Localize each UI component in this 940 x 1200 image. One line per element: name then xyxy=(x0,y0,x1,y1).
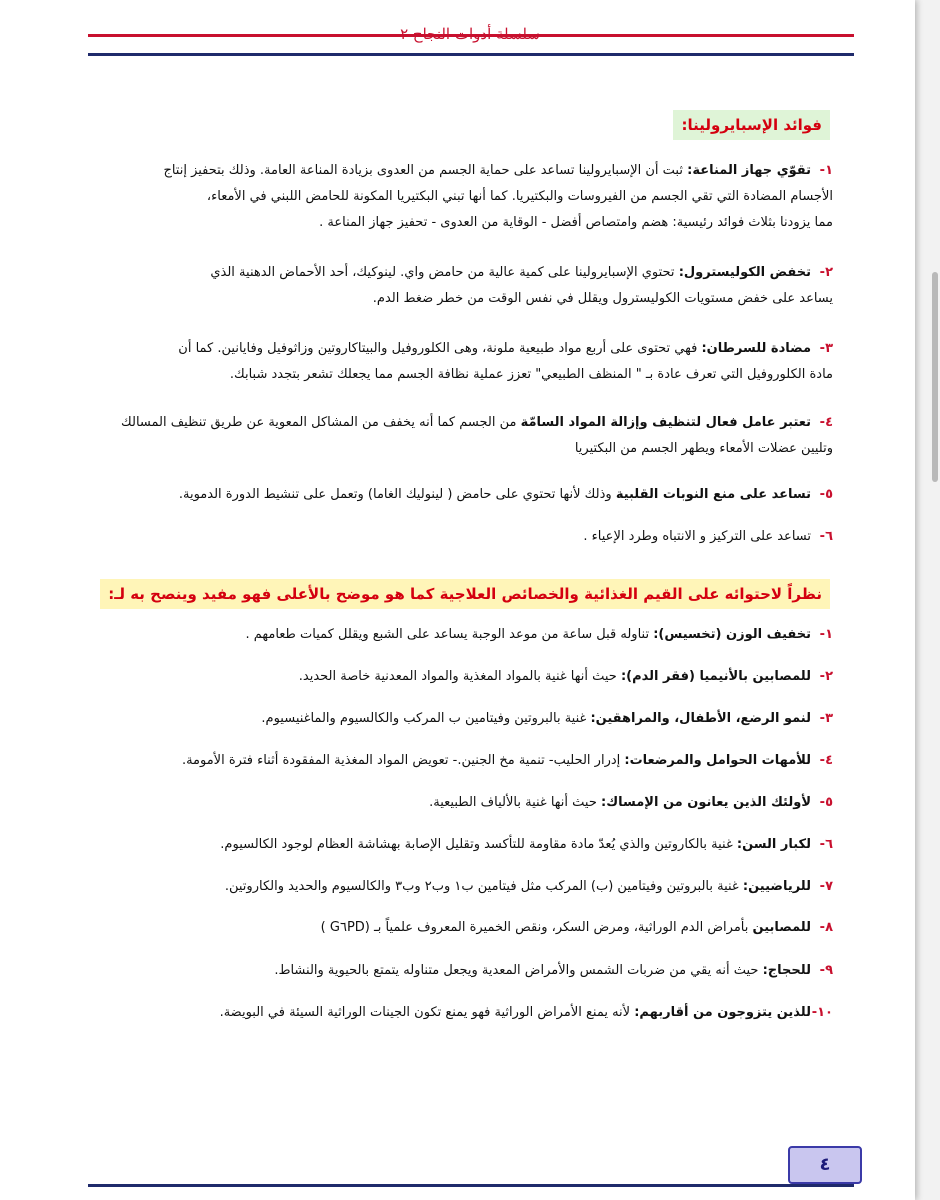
header-rule-blue xyxy=(88,53,854,56)
recommendation-item: ٩-للحجاج: حيث أنه يقي من ضربات الشمس والأمراض المعدية ويجعل متناوله يتمتع بالحيوية والنشاط. xyxy=(274,963,833,978)
recommendation-item: ٧-للرياضيين: غنية بالبروتين وفيتامين (ب) المركب مثل فيتامين ب١ وب٢ وب٣ والكالسيوم والحديد والكاروتين. xyxy=(224,879,833,894)
recommendation-item: ٥-لأولئك الذين يعانون من الإمساك: حيث أنها غنية بالألياف الطبيعية. xyxy=(429,795,833,810)
footer-rule xyxy=(88,1184,854,1187)
page-number-badge: ٤ xyxy=(788,1146,862,1184)
recommendation-item: ٣-لنمو الرضع، الأطفال، والمراهقين: غنية بالبروتين وفيتامين ب المركب والكالسيوم والماغنيسيوم. xyxy=(261,711,833,726)
benefits-heading: فوائد الإسبايرولينا: xyxy=(673,110,830,140)
scrollbar-thumb[interactable] xyxy=(932,272,938,482)
benefit-item: ١-تقوّي جهاز المناعة: ثبت أن الإسبايرولينا تساعد على حماية الجسم من العدوى بزيادة المناعة العامة. وذلك بتحفيز إنتاج الأجسام المضادة التي تقي الجسم من الفيروسات والبكتيريا. كما أنها تبني البكتيريا المكونة للحامض اللبني في الأمعاء، مما يزودنا بثلاث فوائد رئيسية: هضم وامتصاص أفضل - الوقاية من العدوى - تحفيز جهاز المناعة . xyxy=(163,163,833,230)
benefit-item: ٦-تساعد على التركيز و الانتباه وطرد الإعياء . xyxy=(583,529,833,544)
recommendations-heading: نظراً لاحتوائه على القيم الغذائية والخصائص العلاجية كما هو موضح بالأعلى فهو مفيد وينصح به لـ: xyxy=(100,579,830,609)
recommendation-item: ١-تخفيف الوزن (تخسيس): تناوله قبل ساعة من موعد الوجبة يساعد على الشبع ويقلل كميات طعامهم . xyxy=(245,627,833,642)
header-rule-red xyxy=(88,34,854,37)
recommendation-item: ٢-للمصابين بالأنيميا (فقر الدم): حيث أنها غنية بالمواد المغذية والمواد المعدنية خاصة الحديد. xyxy=(298,669,833,684)
recommendation-item: ٤-للأمهات الحوامل والمرضعات: إدرار الحليب- تنمية مخ الجنين.- تعويض المواد المغذية المفقودة أثناء فترة الأمومة. xyxy=(181,753,833,768)
benefit-item: ٥-تساعد على منع النوبات القلبية وذلك لأنها تحتوي على حامض ( لينوليك الغاما) وتعمل على تنشيط الدورة الدموية. xyxy=(178,487,833,502)
recommendation-item: ٦-لكبار السن: غنية بالكاروتين والذي يُعدّ مادة مقاومة للتأكسد وتقليل الإصابة بهشاشة العظام لوجود الكالسيوم. xyxy=(220,837,833,852)
benefit-item: ٤-تعتبر عامل فعال لتنظيف وإزالة المواد السامّة من الجسم كما أنه يخفف من المشاكل المعوية عن طريق تنظيف المسالك وتليين عضلات الأمعاء ويطهر الجسم من البكتيريا xyxy=(121,415,833,456)
recommendation-item: ٨-للمصابين بأمراض الدم الوراثية، ومرض السكر، ونقص الخميرة المعروف علمياً بـ (G٦PD ) xyxy=(320,920,833,935)
recommendation-item: ١٠-للذين يتزوجون من أقاربهم: لأنه يمنع الأمراض الوراثية فهو يمنع تكون الجينات الوراثية السيئة في البويضة. xyxy=(219,1005,833,1020)
benefit-item: ٢-تخفض الكوليسترول: تحتوي الإسبايرولينا على كمية عالية من حامض واي. لينوكيك، أحد الأحماض الدهنية الذي يساعد على خفض مستويات الكوليسترول ويقلل في نفس الوقت من خطر ضغط الدم. xyxy=(210,265,833,306)
benefit-item: ٣-مضادة للسرطان: فهي تحتوى على أربع مواد طبيعية ملونة، وهى الكلوروفيل والبيتاكاروتين وزاثوفيل وفايانين. كما أن مادة الكلوروفيل التي تعرف عادة بـ " المنظف الطبيعي" تعزز عملية نظافة الجسم مما يجعلك تشعر بتجدد شبابك. xyxy=(178,341,833,382)
